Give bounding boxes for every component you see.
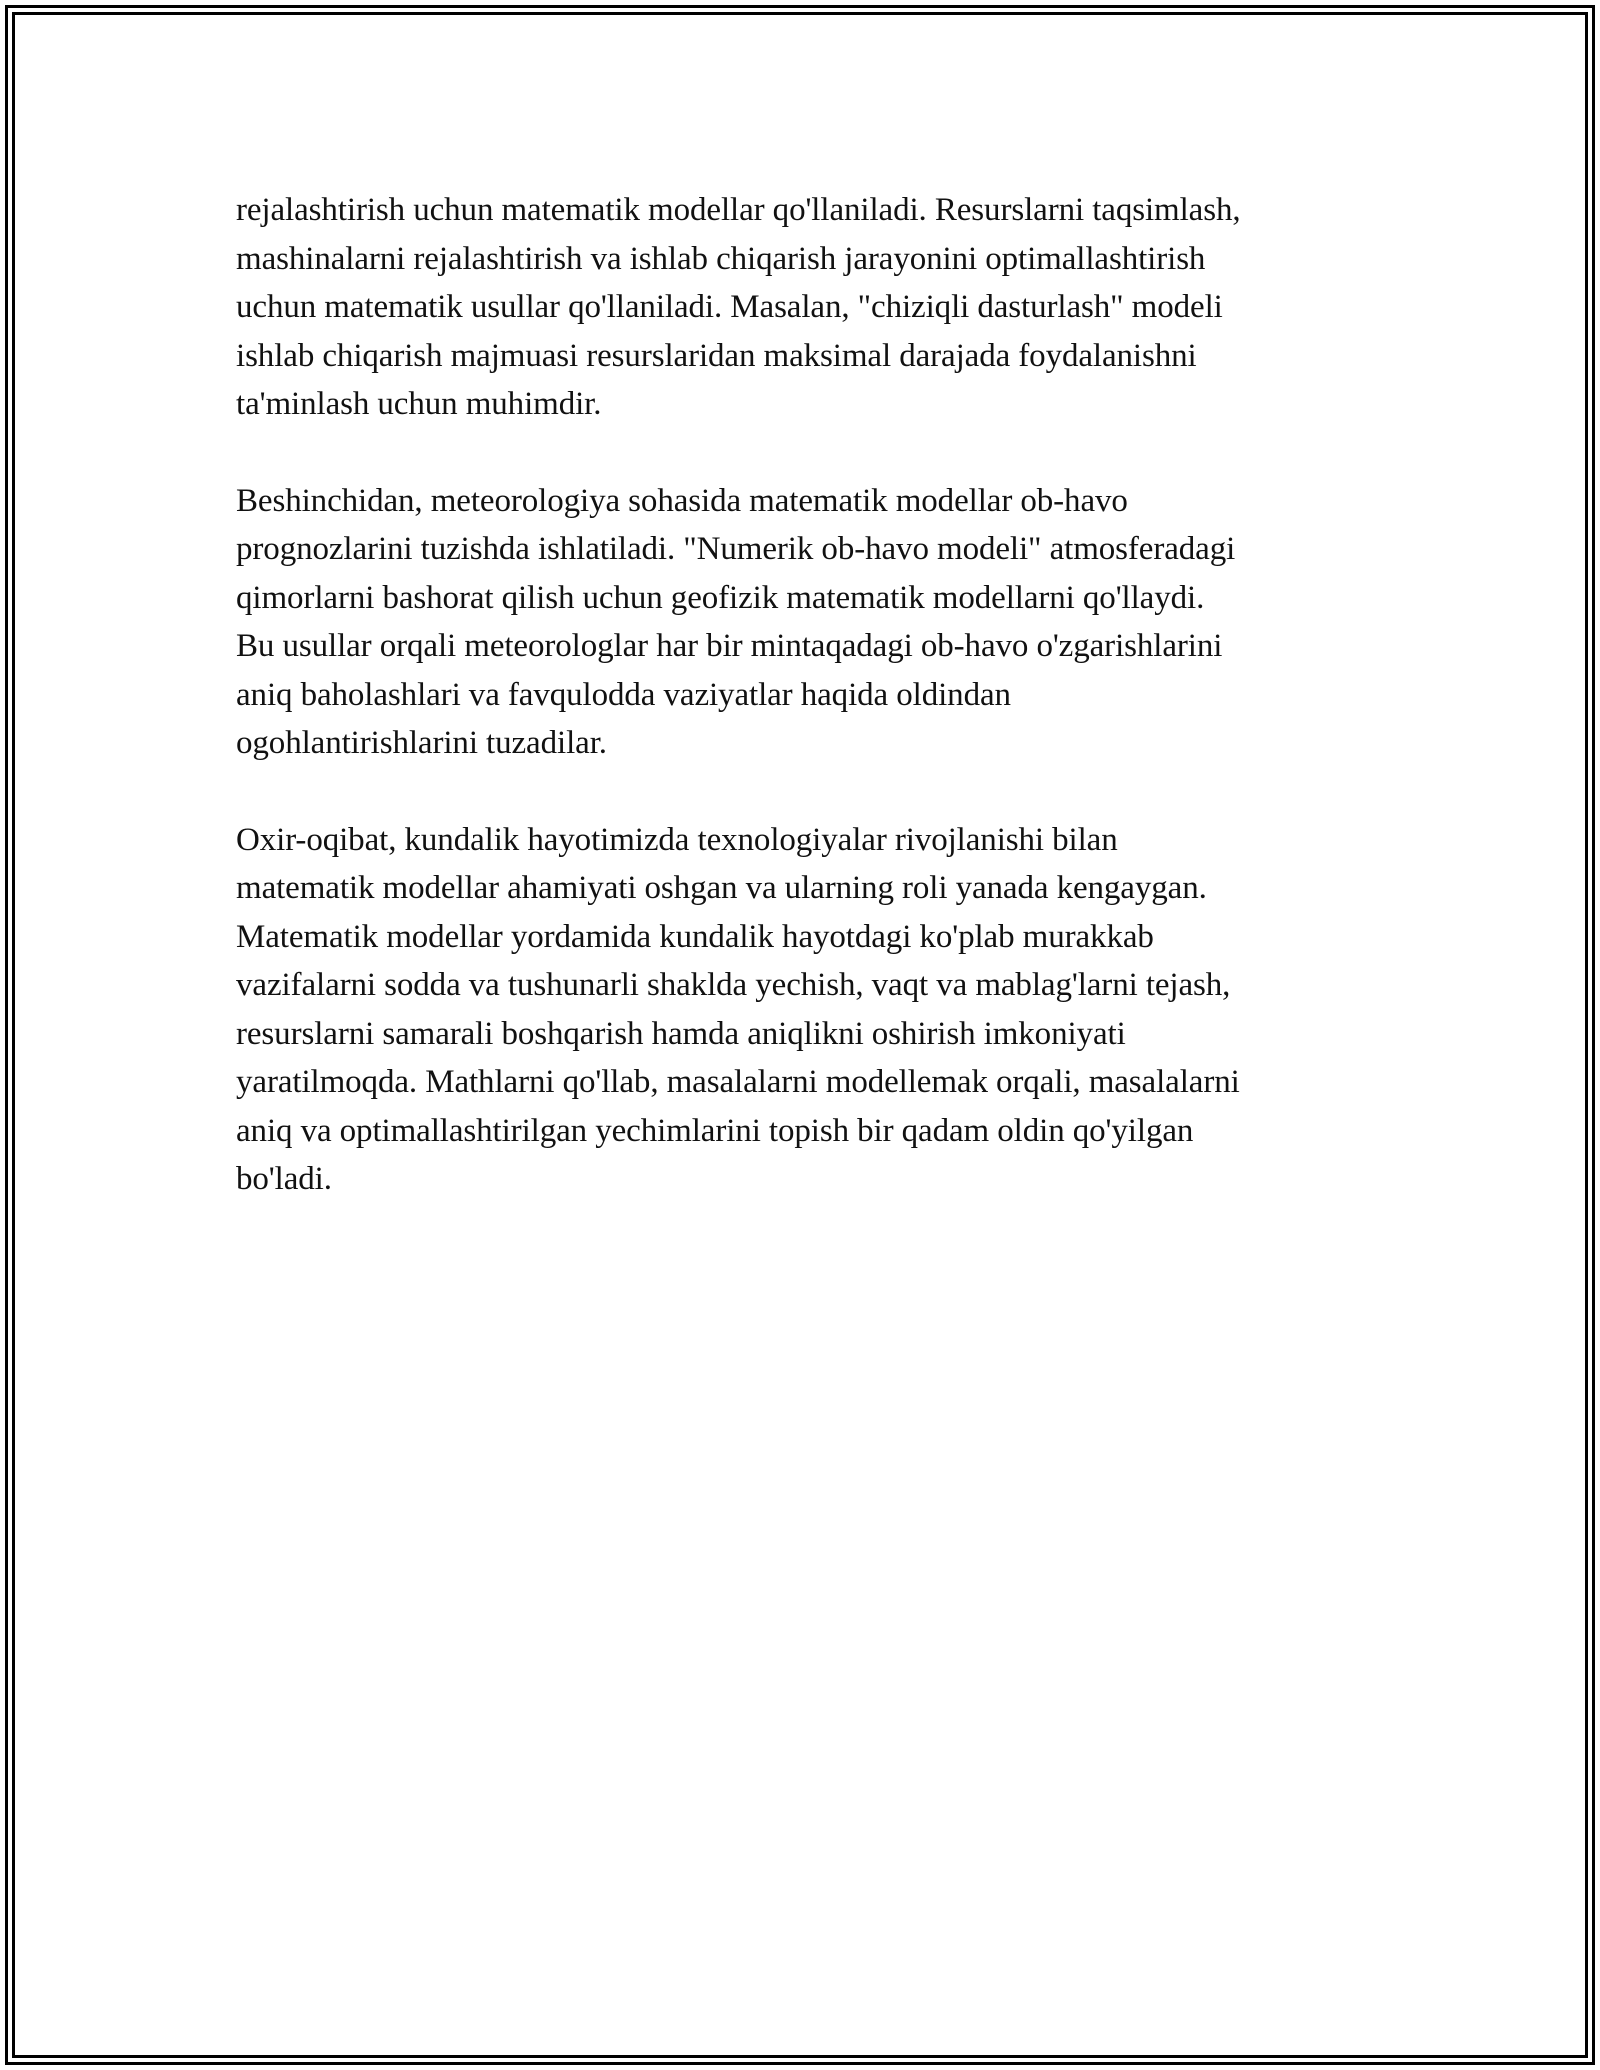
- paragraph-conclusion: [236, 816, 1376, 1204]
- text-line: ta'minlash uchun muhimdir.: [236, 386, 602, 422]
- text-line: ishlab chiqarish majmuasi resurslaridan maksimal darajada foydalanishni: [236, 337, 1197, 374]
- text-line: bo'ladi.: [236, 1161, 332, 1197]
- paragraph-meteorology: [236, 477, 1376, 768]
- text-line: qimorlarni bashorat qilish uchun geofizik matematik modellarni qo'llaydi.: [236, 579, 1205, 616]
- text-line: prognozlarini tuzishda ishlatiladi. "Numerik ob-havo modeli" atmosferadagi: [236, 531, 1236, 567]
- text-line: rejalashtirish uchun matematik modellar qo'llaniladi. Resurslarni taqsimlash,: [236, 192, 1241, 228]
- text-line: aniq baholashlari va favqulodda vaziyatlar haqida oldindan: [236, 676, 1011, 713]
- text-line: yaratilmoqda. Mathlarni qo'llab, masalalarni modellemak orqali, masalalarni: [236, 1064, 1240, 1100]
- text-line: Bu usullar orqali meteorologlar har bir mintaqadagi ob-havo o'zgarishlarini: [236, 628, 1223, 664]
- text-line: resurslarni samarali boshqarish hamda aniqlikni oshirish imkoniyati: [236, 1015, 1126, 1052]
- text-line: vazifalarni sodda va tushunarli shaklda yechish, vaqt va mablag'larni tejash,: [236, 967, 1231, 1003]
- text-line: ogohlantirishlarini tuzadilar.: [236, 725, 607, 761]
- document-body: [236, 186, 1376, 1252]
- text-line: mashinalarni rejalashtirish va ishlab chiqarish jarayonini optimallashtirish: [236, 240, 1206, 277]
- text-line: Beshinchidan, meteorologiya sohasida matematik modellar ob-havo: [236, 482, 1128, 519]
- text-line: Oxir-oqibat, kundalik hayotimizda texnologiyalar rivojlanishi bilan: [236, 821, 1118, 858]
- text-line: matematik modellar ahamiyati oshgan va ularning roli yanada kengaygan.: [236, 870, 1207, 906]
- text-line: Matematik modellar yordamida kundalik hayotdagi ko'plab murakkab: [236, 918, 1154, 955]
- paragraph-resource-planning: [236, 186, 1376, 429]
- text-line: uchun matematik usullar qo'llaniladi. Masalan, "chiziqli dasturlash" modeli: [236, 289, 1223, 325]
- text-line: aniq va optimallashtirilgan yechimlarini topish bir qadam oldin qo'yilgan: [236, 1112, 1194, 1149]
